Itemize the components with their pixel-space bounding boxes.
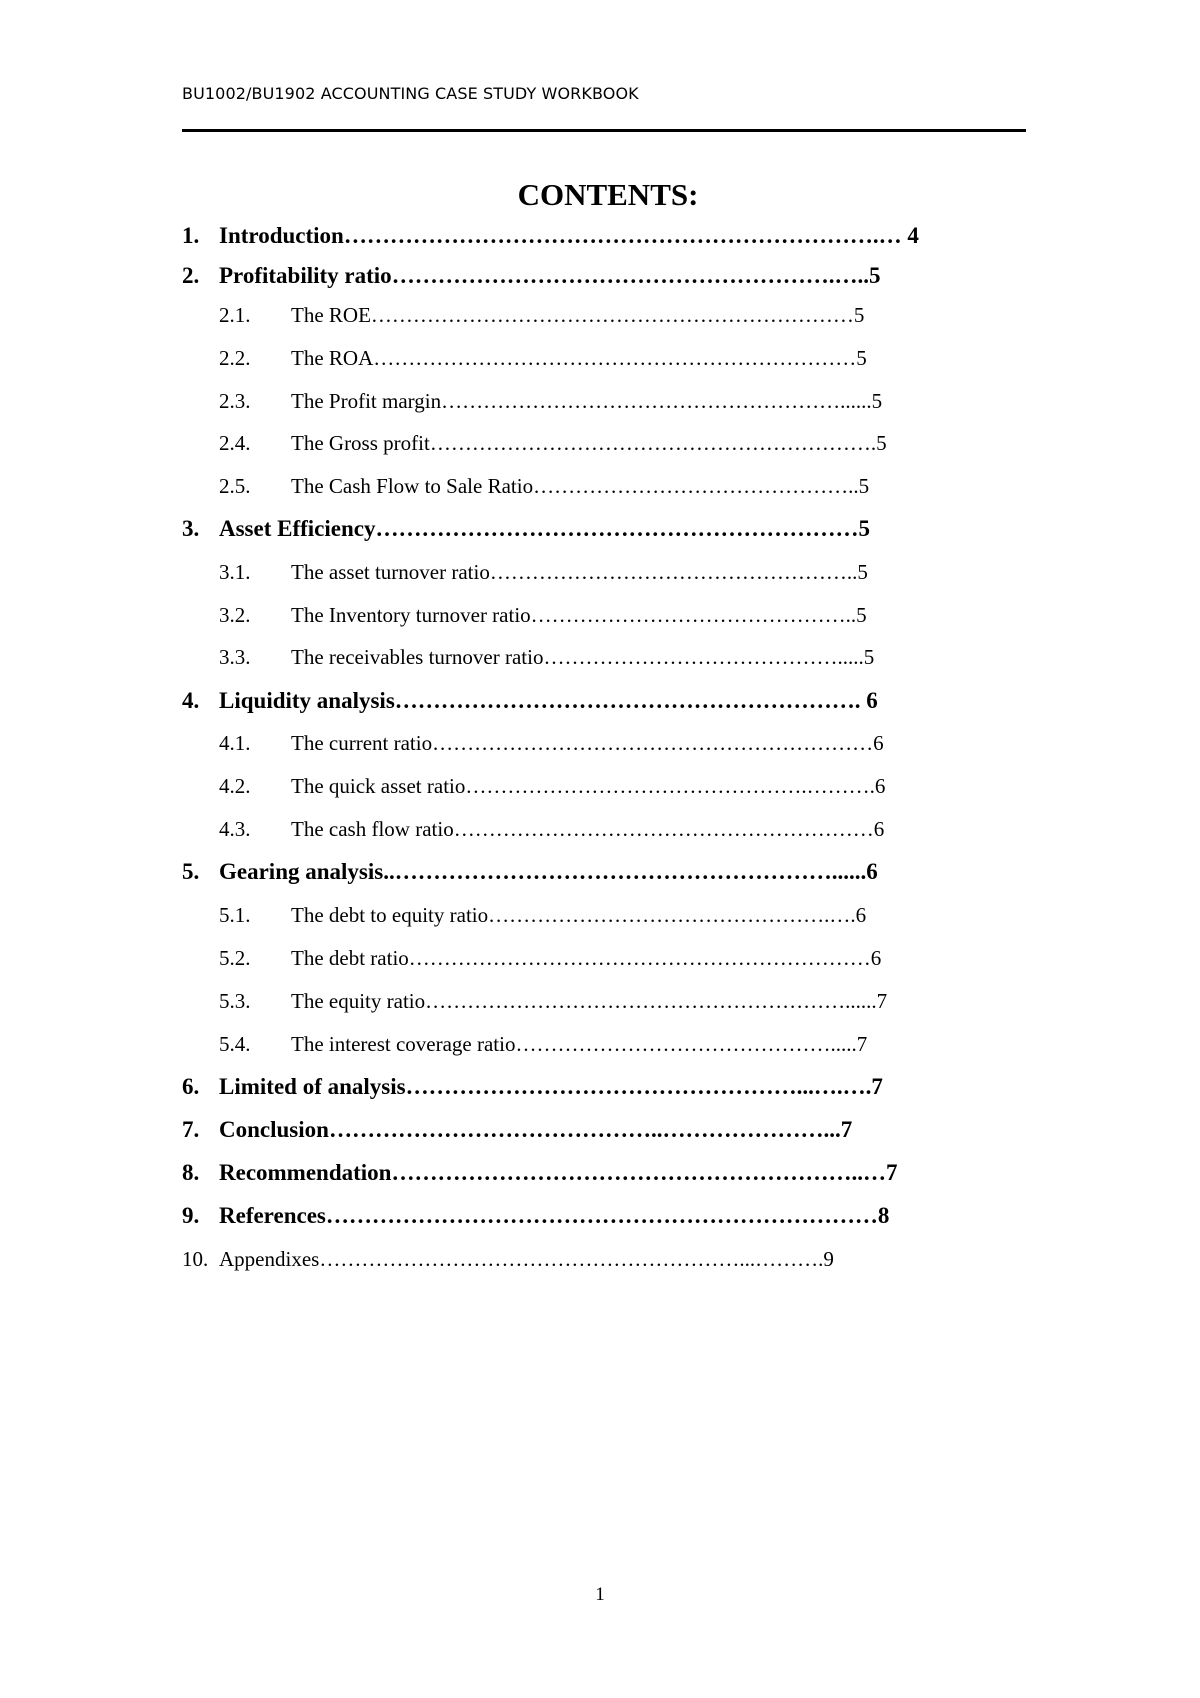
toc-entry-number: 2.: [182, 263, 200, 288]
toc-entry-label: The quick asset ratio: [291, 774, 466, 798]
toc-entry-label: Liquidity analysis: [219, 688, 395, 713]
toc-entry-label: Appendixes: [219, 1247, 320, 1271]
toc-entry-number: 2.2.: [219, 346, 251, 370]
toc-entry-leader: ………………………………………..5: [530, 603, 867, 627]
toc-entry-debt-ratio[interactable]: [182, 942, 881, 974]
toc-entry-label: Recommendation: [219, 1160, 392, 1185]
toc-entry-leader: ……………………………………………...….….7: [405, 1074, 883, 1099]
toc-entry-number: 9.: [182, 1203, 200, 1228]
toc-entry-number: 3.1.: [219, 560, 251, 584]
toc-entry-label: The current ratio: [291, 731, 433, 755]
toc-entry-leader: …………………………………….....5: [543, 645, 875, 669]
toc-entry-leader: …………………………………………………………….… 4: [343, 223, 919, 248]
toc-entry-label: The Cash Flow to Sale Ratio: [291, 474, 534, 498]
toc-entry-debt-to-equity[interactable]: [182, 899, 866, 931]
toc-entry-leader: ………………………………………………………………8: [325, 1203, 890, 1228]
toc-entry-profit-margin[interactable]: [182, 385, 882, 417]
toc-entry-quick-asset-ratio[interactable]: [182, 770, 885, 802]
toc-entry-leader: ……………………………………………..5: [489, 560, 868, 584]
toc-entry-label: The Profit margin: [291, 389, 442, 413]
toc-entry-number: 5.1.: [219, 903, 251, 927]
toc-entry-current-ratio[interactable]: [182, 727, 884, 759]
page-number: 1: [595, 1584, 605, 1605]
toc-entry-label: The interest coverage ratio: [291, 1032, 516, 1056]
toc-entry-leader: ………………………………………………………5: [375, 516, 870, 541]
toc-entry-leader: ……………………………………..…………………...7: [328, 1117, 853, 1142]
toc-entry-leader: ………………………………………………………6: [432, 731, 884, 755]
toc-entry-label: The cash flow ratio: [291, 817, 454, 841]
toc-entry-label: The debt ratio: [291, 946, 409, 970]
toc-entry-leader: ……………………………………….....7: [515, 1032, 868, 1056]
toc-entry-references[interactable]: [182, 1200, 889, 1232]
toc-entry-appendixes[interactable]: [182, 1243, 834, 1275]
toc-entry-number: 5.4.: [219, 1032, 251, 1056]
toc-entry-inventory-turnover[interactable]: [182, 599, 867, 631]
toc-entry-equity-ratio[interactable]: [182, 985, 887, 1017]
toc-entry-leader: ……………………………………………………. 6: [394, 688, 878, 713]
toc-entry-label: The receivables turnover ratio: [291, 645, 544, 669]
toc-entry-number: 2.4.: [219, 431, 251, 455]
toc-entry-label: The equity ratio: [291, 989, 426, 1013]
toc-entry-number: 10.: [182, 1247, 209, 1271]
toc-entry-label: The ROE: [291, 303, 371, 327]
toc-entry-leader: ……………………………………………………………5: [370, 303, 865, 327]
toc-entry-leader: ………………………………………………….…..5: [391, 263, 881, 288]
toc-entry-gearing-analysis[interactable]: [182, 856, 878, 888]
toc-entry-leader: ………………………………………….……….6: [465, 774, 886, 798]
toc-entry-interest-coverage[interactable]: [182, 1028, 867, 1060]
toc-entry-gross-profit[interactable]: [182, 427, 887, 459]
toc-entry-limited-of-analysis[interactable]: [182, 1071, 883, 1103]
toc-entry-profitability-ratio[interactable]: [182, 260, 880, 292]
toc-entry-number: 4.2.: [219, 774, 251, 798]
toc-entry-leader: ..…………………………………………………......6: [383, 859, 878, 884]
toc-entry-number: 5.: [182, 859, 200, 884]
toc-entry-leader: …………………………………………………………6: [408, 946, 882, 970]
toc-entry-label: Gearing analysis: [219, 859, 384, 884]
toc-entry-leader: ……………………………………………………………5: [373, 346, 867, 370]
toc-entry-recommendation[interactable]: [182, 1157, 897, 1189]
page-header: BU1002/BU1902 ACCOUNTING CASE STUDY WORKBOOK: [182, 84, 639, 103]
toc-entry-label: Conclusion: [219, 1117, 329, 1142]
toc-entry-label: Introduction: [219, 223, 344, 248]
toc-entry-leader: ………………………………………….….6: [488, 903, 867, 927]
toc-entry-cash-flow-ratio[interactable]: [182, 813, 884, 845]
toc-entry-number: 3.2.: [219, 603, 251, 627]
toc-entry-label: The asset turnover ratio: [291, 560, 490, 584]
contents-title: CONTENTS:: [517, 177, 699, 212]
toc-entry-asset-efficiency[interactable]: [182, 513, 870, 545]
toc-entry-number: 7.: [182, 1117, 200, 1142]
toc-entry-leader: …………………………………………………......5: [441, 389, 883, 413]
toc-entry-cash-flow-to-sale[interactable]: [182, 470, 869, 502]
toc-entry-conclusion[interactable]: [182, 1114, 852, 1146]
toc-entry-leader: ……………………………………………………..…7: [391, 1160, 898, 1185]
toc-entry-leader: ……………………………………………………6: [453, 817, 885, 841]
toc-entry-number: 1.: [182, 223, 200, 248]
toc-entry-label: Asset Efficiency: [219, 516, 376, 541]
toc-entry-number: 4.1.: [219, 731, 251, 755]
toc-entry-number: 6.: [182, 1074, 200, 1099]
toc-entry-leader: ……………………………………………………...……….9: [319, 1247, 834, 1271]
toc-entry-label: The Inventory turnover ratio: [291, 603, 531, 627]
toc-entry-introduction[interactable]: [182, 220, 919, 252]
toc-entry-number: 2.5.: [219, 474, 251, 498]
header-rule: [182, 129, 1026, 132]
toc-entry-label: Limited of analysis: [219, 1074, 406, 1099]
toc-entry-number: 4.: [182, 688, 200, 713]
toc-entry-receivables-turnover[interactable]: [182, 641, 874, 673]
toc-entry-roe[interactable]: [182, 299, 864, 331]
toc-entry-number: 5.3.: [219, 989, 251, 1013]
toc-entry-label: Profitability ratio: [219, 263, 392, 288]
toc-entry-label: References: [219, 1203, 326, 1228]
toc-entry-number: 2.3.: [219, 389, 251, 413]
toc-entry-number: 3.3.: [219, 645, 251, 669]
toc-entry-number: 4.3.: [219, 817, 251, 841]
toc-entry-label: The ROA: [291, 346, 374, 370]
toc-entry-leader: ……………………………………………………......7: [425, 989, 888, 1013]
toc-entry-roa[interactable]: [182, 342, 867, 374]
toc-entry-number: 2.1.: [219, 303, 251, 327]
toc-entry-label: The Gross profit: [291, 431, 430, 455]
toc-entry-leader: ……………………………………………………….5: [429, 431, 887, 455]
toc-entry-label: The debt to equity ratio: [291, 903, 489, 927]
toc-entry-asset-turnover[interactable]: [182, 556, 868, 588]
toc-entry-leader: ………………………………………..5: [533, 474, 870, 498]
toc-entry-number: 5.2.: [219, 946, 251, 970]
toc-entry-number: 3.: [182, 516, 200, 541]
toc-entry-liquidity-analysis[interactable]: [182, 685, 878, 717]
toc-entry-number: 8.: [182, 1160, 200, 1185]
